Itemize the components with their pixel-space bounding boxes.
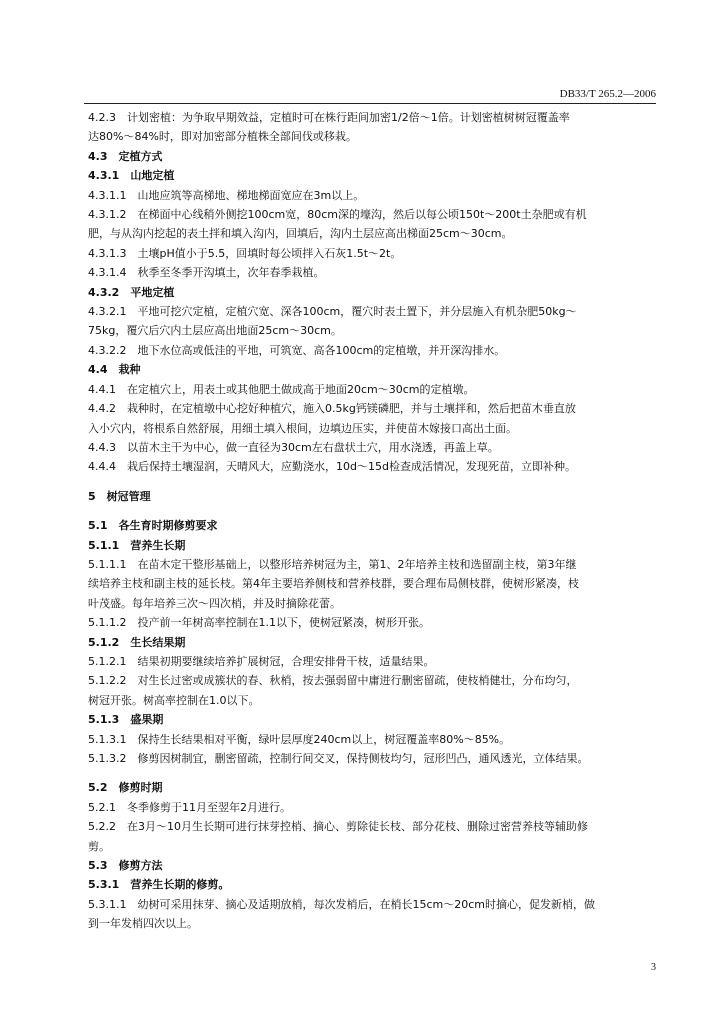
header-rule	[84, 103, 656, 104]
text-line: 肥，与从沟内挖起的表土拌和填入沟内，回填后，沟内土层应高出梯面25cm～30cm。	[88, 227, 513, 241]
document-body	[88, 108, 658, 934]
text-line: 剪。	[88, 839, 110, 853]
text-line: 入小穴内，将根系自然舒展，用细土填入根间，边填边压实，并使苗木嫁接口高出土面。	[88, 421, 517, 435]
section-heading: 5.3 修剪方法	[88, 859, 163, 873]
text-line: 4.3.1.2 在梯面中心线稍外侧挖100cm宽，80cm深的壕沟，然后以每公顷150t～200t土杂肥或有机	[88, 208, 587, 222]
section-heading: 5.1.2 生长结果期	[88, 635, 186, 649]
text-line: 5.1.1.1 在苗木定干整形基础上，以整形培养树冠为主，第1、2年培养主枝和选留副主枝，第3年继	[88, 557, 577, 571]
section-heading: 4.3.1 山地定植	[88, 169, 175, 183]
text-line: 4.4.1 在定植穴上，用表土或其他肥土做成高于地面20cm～30cm的定植墩。	[88, 382, 475, 396]
text-line: 4.3.2.1 平地可挖穴定植，定植穴宽、深各100cm，覆穴时表土置下，并分层施入有机杂肥50kg～	[88, 305, 577, 319]
text-line: 5.2.2 在3月～10月生长期可进行抹芽控梢、摘心、剪除徒长枝、部分花枝、删除过密营养枝等辅助修	[88, 820, 588, 834]
text-line: 5.3.1.1 幼树可采用抹芽、摘心及适期放梢，每次发梢后，在梢长15cm～20cm时摘心，促发新梢，做	[88, 897, 596, 911]
text-line: 叶茂盛。每年培养三次～四次梢，并及时摘除花蕾。	[88, 596, 341, 610]
text-line: 4.3.1.3 土壤pH值小于5.5，回填时每公顷拌入石灰1.5t～2t。	[88, 246, 402, 260]
standard-code-header: DB33/T 265.2—2006	[559, 88, 656, 100]
section-heading: 5.1.3 盛果期	[88, 713, 164, 727]
page-number: 3	[651, 962, 656, 973]
section-heading: 5.3.1 营养生长期的修剪。	[88, 878, 230, 892]
text-line: 5.1.2.1 结果初期要继续培养扩展树冠，合理安排骨干枝，适量结果。	[88, 654, 435, 668]
text-line: 4.2.3 计划密植：为争取早期效益，定植时可在株行距间加密1/2倍～1倍。计划密植树树冠覆盖率	[88, 111, 570, 124]
text-line: 4.3.1.4 秋季至冬季开沟填土，次年春季栽植。	[88, 266, 325, 280]
section-heading: 5.2 修剪时期	[88, 781, 163, 795]
text-line: 4.4.3 以苗木主干为中心，做一直径为30cm左右盘状土穴，用水浇透，再盖上草。	[88, 440, 499, 454]
section-heading: 4.4 栽种	[88, 363, 141, 377]
text-line: 树冠开张。树高率控制在1.0以下。	[88, 693, 260, 707]
text-line: 达80%～84%时，即对加密部分植株全部间伐或移栽。	[88, 130, 357, 144]
text-line: 4.4.2 栽种时，在定植墩中心挖好种植穴，施入0.5kg钙镁磷肥，并与土壤拌和，然后把苗木垂直放	[88, 402, 576, 416]
text-line: 到一年发梢四次以上。	[88, 917, 198, 931]
text-line: 5.2.1 冬季修剪于11月至翌年2月进行。	[88, 800, 291, 814]
text-line: 75kg，覆穴后穴内土层应高出地面25cm～30cm。	[88, 324, 342, 338]
text-line: 5.1.3.2 修剪因树制宜，删密留疏，控制行间交叉，保持侧枝均匀，冠形凹凸，通风透光，立体结果。	[88, 752, 589, 765]
section-heading: 4.3 定植方式	[88, 149, 163, 163]
section-heading: 4.3.2 平地定植	[88, 285, 175, 299]
text-line: 4.4.4 栽后保持土壤湿润，天晴风大，应勤浇水，10d～15d检查成活情况，发现死苗，立即补种。	[88, 460, 576, 474]
text-line: 4.3.2.2 地下水位高或低洼的平地，可筑宽、高各100cm的定植墩，并开深沟排水。	[88, 343, 506, 357]
text-line: 5.1.2.2 对生长过密或成簇状的春、秋梢，按去强弱留中庸进行删密留疏，使枝梢健壮，分布均匀，	[88, 674, 578, 688]
text-line: 5.1.1.2 投产前一年树高率控制在1.1以下，使树冠紧凑，树形开张。	[88, 616, 430, 630]
section-heading: 5.1 各生育时期修剪要求	[88, 519, 218, 533]
text-line: 续培养主枝和副主枝的延长枝。第4年主要培养侧枝和营养枝群，要合理布局侧枝群，使树形紧凑，枝	[88, 577, 579, 591]
section-heading: 5 树冠管理	[88, 489, 151, 503]
text-line: 5.1.3.1 保持生长结果相对平衡，绿叶层厚度240cm以上，树冠覆盖率80%～85%。	[88, 732, 511, 746]
section-heading: 5.1.1 营养生长期	[88, 538, 186, 552]
text-line: 4.3.1.1 山地应筑等高梯地、梯地梯面宽应在3m以上。	[88, 188, 365, 202]
